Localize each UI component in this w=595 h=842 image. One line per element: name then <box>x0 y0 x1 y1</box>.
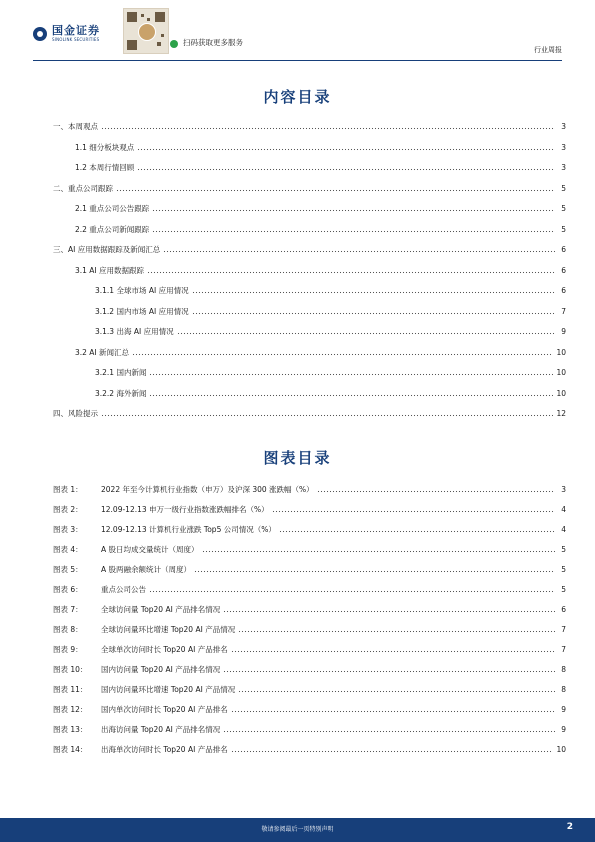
figure-entry-page: 5 <box>561 565 566 574</box>
figure-entry-page: 5 <box>561 585 566 594</box>
figure-entry-page: 10 <box>556 745 566 754</box>
toc-entry-page: 5 <box>561 204 566 213</box>
figure-entry-number: 图表 1： <box>53 485 83 494</box>
figure-entry-page: 4 <box>561 505 566 514</box>
toc-entry-label: 2.2 重点公司新闻跟踪 <box>75 224 150 234</box>
figure-entry-label: 12.09-12.13 申万一级行业指数涨跌幅排名（%） <box>101 505 269 514</box>
company-logo <box>33 25 100 43</box>
figure-entry-label: 国内访问量环比增速 Top20 AI 产品情况 <box>101 685 236 694</box>
toc-entry-page: 5 <box>561 224 566 234</box>
dot-leader <box>223 730 555 733</box>
dot-leader <box>137 168 555 171</box>
dot-leader <box>272 510 555 513</box>
toc-entry-page: 3 <box>561 142 566 152</box>
figure-entry-number: 图表 6： <box>53 585 83 594</box>
dot-leader <box>238 690 555 693</box>
dot-leader <box>149 373 553 376</box>
figure-entry-number: 图表 9： <box>53 645 83 654</box>
figure-entry[interactable] <box>53 483 566 495</box>
toc-entry-label: 3.1 AI 应用数据跟踪 <box>75 265 145 275</box>
figure-entry[interactable] <box>53 723 566 735</box>
toc-entry[interactable] <box>75 141 566 153</box>
figure-entry[interactable] <box>53 563 566 575</box>
dot-leader <box>279 530 555 533</box>
figure-entry-number: 图表 14： <box>53 745 88 754</box>
dot-leader <box>238 630 555 633</box>
figure-entry-label: 全球单次访问时长 Top20 AI 产品排名 <box>101 645 228 654</box>
qr-caption: 扫码获取更多服务 <box>183 38 243 47</box>
figure-entry[interactable] <box>53 583 566 595</box>
toc-entry-label: 3.2.2 海外新闻 <box>95 388 147 398</box>
figure-entry-page: 9 <box>561 705 566 714</box>
toc-entry[interactable] <box>75 346 566 358</box>
figure-entry-page: 3 <box>561 485 566 494</box>
toc-entry-page: 10 <box>556 368 566 377</box>
toc-entry-label: 一、本周观点 <box>53 122 98 131</box>
toc-entry-label: 四、风险提示 <box>53 409 98 418</box>
figure-entry-page: 4 <box>561 525 566 534</box>
logo-en-text: SINOLINK SECURITIES <box>52 37 100 42</box>
figure-entry[interactable] <box>53 743 566 755</box>
toc-entry-page: 3 <box>561 122 566 131</box>
dot-leader <box>101 414 553 417</box>
figure-entry-page: 7 <box>561 645 566 654</box>
figure-entry[interactable] <box>53 523 566 535</box>
figure-entry-page: 6 <box>561 605 566 614</box>
toc-entry-page: 7 <box>561 306 566 316</box>
toc-entry-page: 10 <box>556 388 566 398</box>
toc-entry[interactable] <box>75 264 566 276</box>
toc-entry[interactable] <box>53 182 566 194</box>
figure-entry-number: 图表 7： <box>53 605 83 614</box>
toc-entry[interactable] <box>95 325 566 337</box>
dot-leader <box>163 250 555 253</box>
page-header <box>0 0 595 62</box>
dot-leader <box>194 570 555 573</box>
figure-entry-page: 8 <box>561 665 566 674</box>
figure-entry-label: 出海单次访问时长 Top20 AI 产品排名 <box>101 745 228 754</box>
qr-avatar-icon <box>138 23 156 41</box>
dot-leader <box>317 490 555 493</box>
toc-entry-label: 3.2.1 国内新闻 <box>95 368 147 377</box>
figure-entry[interactable] <box>53 623 566 635</box>
figure-entry-label: 全球访问量环比增速 Top20 AI 产品情况 <box>101 625 236 634</box>
toc-entry[interactable] <box>95 305 566 317</box>
figure-entry-label: 2022 年至今计算机行业指数（申万）及沪深 300 涨跌幅（%） <box>101 485 314 494</box>
header-divider <box>33 60 562 61</box>
toc-entry-page: 9 <box>561 327 566 336</box>
figure-entry-label: 国内访问量 Top20 AI 产品排名情况 <box>101 665 221 674</box>
figure-entry[interactable] <box>53 543 566 555</box>
toc-entry[interactable] <box>53 243 566 255</box>
figure-entry-page: 7 <box>561 625 566 634</box>
dot-leader <box>192 291 555 294</box>
figure-entry-label: 出海访问量 Top20 AI 产品排名情况 <box>101 725 221 734</box>
dot-leader <box>149 590 555 593</box>
toc-entry-label: 2.1 重点公司公告跟踪 <box>75 204 150 213</box>
toc-entry[interactable] <box>53 120 566 132</box>
logo-mark-icon <box>33 27 47 41</box>
toc-entry-label: 二、重点公司跟踪 <box>53 183 113 193</box>
figure-entry-number: 图表 3： <box>53 525 83 534</box>
toc-entry[interactable] <box>53 407 566 419</box>
toc-entry-page: 3 <box>561 163 566 172</box>
figure-entry-page: 9 <box>561 725 566 734</box>
dot-leader <box>147 271 555 274</box>
dot-leader <box>152 230 555 233</box>
toc-entry-label: 3.1.2 国内市场 AI 应用情况 <box>95 306 189 316</box>
dot-leader <box>116 189 555 192</box>
toc-entry[interactable] <box>75 223 566 235</box>
figure-entry-label: 重点公司公告 <box>101 585 146 594</box>
figure-entry-number: 图表 11： <box>53 685 88 694</box>
toc-entry[interactable] <box>95 366 566 378</box>
dot-leader <box>231 750 554 753</box>
toc-entry[interactable] <box>95 284 566 296</box>
dot-leader <box>149 394 553 397</box>
toc-entry[interactable] <box>75 202 566 214</box>
footer-disclaimer: 敬请参阅最后一页特别声明 <box>261 826 334 833</box>
dot-leader <box>132 353 553 356</box>
figure-entry[interactable] <box>53 503 566 515</box>
toc-entry-label: 1.1 细分板块观点 <box>75 142 135 152</box>
wechat-badge-icon <box>170 40 178 48</box>
dot-leader <box>231 650 555 653</box>
figure-entry[interactable] <box>53 683 566 695</box>
dot-leader <box>202 550 555 553</box>
page-number: 2 <box>566 822 573 832</box>
figure-entry-number: 图表 12： <box>53 705 88 714</box>
figure-entry[interactable] <box>53 643 566 655</box>
figure-entry[interactable] <box>53 703 566 715</box>
dot-leader <box>152 209 555 212</box>
figure-entry[interactable] <box>53 663 566 675</box>
toc-entry-label: 3.1.3 出海 AI 应用情况 <box>95 327 174 336</box>
figure-entry-number: 图表 5： <box>53 565 83 574</box>
dot-leader <box>223 610 555 613</box>
toc-entry-page: 6 <box>561 286 566 295</box>
figure-entry-label: A 股日均成交量统计（周度） <box>101 545 199 554</box>
figure-entry-number: 图表 10： <box>53 665 88 674</box>
toc-entry-page: 6 <box>561 245 566 254</box>
toc-entry-label: 1.2 本周行情回顾 <box>75 163 135 172</box>
toc-entry-label: 三、AI 应用数据跟踪及新闻汇总 <box>53 245 161 254</box>
figure-entry-number: 图表 2： <box>53 505 83 514</box>
figure-entry-label: A 股两融余额统计（周度） <box>101 565 192 574</box>
toc-entry-page: 6 <box>561 265 566 275</box>
figure-entry-label: 全球访问量 Top20 AI 产品排名情况 <box>101 605 221 614</box>
dot-leader <box>137 148 555 151</box>
report-type-label: 行业周报 <box>534 46 562 54</box>
toc-entry-label: 3.1.1 全球市场 AI 应用情况 <box>95 286 189 295</box>
qr-code-image <box>123 8 169 54</box>
toc-entry[interactable] <box>95 387 566 399</box>
figures-title: 图表目录 <box>263 449 332 467</box>
toc-title: 内容目录 <box>263 88 332 106</box>
figure-entry-label: 国内单次访问时长 Top20 AI 产品排名 <box>101 705 228 714</box>
toc-entry-label: 3.2 AI 新闻汇总 <box>75 347 130 357</box>
figure-entry-number: 图表 4： <box>53 545 83 554</box>
toc-entry[interactable] <box>75 161 566 173</box>
logo-cn-text: 国金证券 <box>52 24 100 37</box>
figure-entry-number: 图表 8： <box>53 625 83 634</box>
toc-entry-page: 12 <box>556 409 566 418</box>
dot-leader <box>101 127 555 130</box>
dot-leader <box>223 670 555 673</box>
figure-entry-label: 12.09-12.13 计算机行业涨跌 Top5 公司情况（%） <box>101 525 276 534</box>
figure-entry-page: 8 <box>561 685 566 694</box>
dot-leader <box>231 710 555 713</box>
toc-entry-page: 10 <box>556 347 566 357</box>
dot-leader <box>192 312 555 315</box>
dot-leader <box>177 332 555 335</box>
toc-entry-page: 5 <box>561 183 566 193</box>
figure-entry-page: 5 <box>561 545 566 554</box>
figure-entry[interactable] <box>53 603 566 615</box>
figure-entry-number: 图表 13： <box>53 725 88 734</box>
